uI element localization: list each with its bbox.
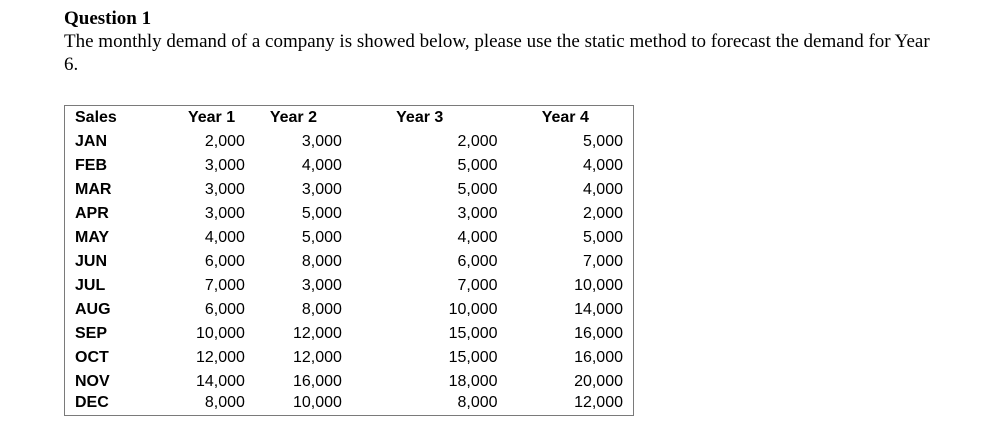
year-2-value-cell: 5,000: [301, 229, 342, 246]
header-year-2: Year 2: [269, 109, 317, 126]
year-4-value-cell: 12,000: [574, 394, 623, 411]
table-row: [65, 322, 633, 346]
year-3-value-cell: 5,000: [457, 157, 498, 174]
header-year-1: Year 1: [187, 109, 236, 126]
table-row: [65, 274, 633, 298]
table-row: [65, 130, 633, 154]
table-row: [65, 346, 633, 370]
year-1-value-cell: 6,000: [204, 301, 245, 318]
month-cell: MAR: [75, 181, 112, 198]
year-1-value-cell: 3,000: [204, 181, 245, 198]
month-cell: APR: [75, 205, 109, 222]
month-cell: NOV: [75, 373, 110, 390]
table-row: [65, 178, 633, 202]
month-cell: JUL: [75, 277, 106, 294]
month-cell: SEP: [75, 325, 108, 342]
month-cell: JAN: [75, 133, 108, 150]
month-cell: OCT: [75, 349, 109, 366]
demand-table-grid: [65, 106, 633, 411]
year-2-value-cell: 10,000: [292, 394, 342, 411]
header-year-4: Year 4: [541, 109, 589, 126]
question-title: Question 1: [64, 8, 152, 29]
month-cell: DEC: [75, 394, 109, 411]
table-row: [65, 250, 633, 274]
year-1-value-cell: 3,000: [204, 205, 245, 222]
header-year-3: Year 3: [396, 109, 444, 126]
year-1-value-cell: 14,000: [195, 373, 245, 390]
table-row: [65, 370, 633, 394]
table-row: [65, 394, 633, 411]
question-block: [64, 8, 984, 76]
year-4-value-cell: 14,000: [574, 301, 623, 318]
header-sales: Sales: [75, 109, 117, 126]
year-3-value-cell: 10,000: [448, 301, 498, 318]
year-1-value-cell: 8,000: [204, 394, 245, 411]
year-2-value-cell: 8,000: [301, 301, 342, 318]
table-row: [65, 202, 633, 226]
year-3-value-cell: 3,000: [457, 205, 498, 222]
year-4-value-cell: 5,000: [582, 229, 623, 246]
table-row: [65, 226, 633, 250]
year-4-value-cell: 4,000: [582, 181, 623, 198]
year-4-value-cell: 16,000: [574, 349, 623, 366]
month-cell: MAY: [75, 229, 110, 246]
year-1-value-cell: 2,000: [204, 133, 245, 150]
year-1-value-cell: 4,000: [204, 229, 245, 246]
year-3-value-cell: 4,000: [457, 229, 498, 246]
table-row: [65, 298, 633, 322]
year-2-value-cell: 12,000: [292, 349, 342, 366]
year-3-value-cell: 5,000: [457, 181, 498, 198]
table-row: [65, 154, 633, 178]
year-1-value-cell: 3,000: [204, 157, 245, 174]
year-1-value-cell: 12,000: [195, 349, 245, 366]
month-cell: JUN: [75, 253, 108, 270]
year-2-value-cell: 3,000: [301, 277, 342, 294]
year-3-value-cell: 7,000: [457, 277, 498, 294]
year-4-value-cell: 7,000: [582, 253, 623, 270]
year-3-value-cell: 8,000: [457, 394, 498, 411]
year-4-value-cell: 5,000: [582, 133, 623, 150]
year-4-value-cell: 10,000: [574, 277, 623, 294]
year-4-value-cell: 16,000: [574, 325, 623, 342]
year-2-value-cell: 5,000: [301, 205, 342, 222]
month-cell: FEB: [75, 157, 107, 174]
year-4-value-cell: 4,000: [582, 157, 623, 174]
year-2-value-cell: 3,000: [301, 133, 342, 150]
year-3-value-cell: 15,000: [448, 349, 498, 366]
year-2-value-cell: 4,000: [301, 157, 342, 174]
table-body: [65, 130, 633, 411]
year-1-value-cell: 10,000: [195, 325, 245, 342]
year-3-value-cell: 18,000: [448, 373, 498, 390]
year-1-value-cell: 7,000: [204, 277, 245, 294]
question-text: The monthly demand of a company is showed below, please use the static method to forecast the demand for Year 6.: [64, 31, 930, 75]
year-4-value-cell: 20,000: [574, 373, 623, 390]
year-3-value-cell: 6,000: [457, 253, 498, 270]
year-2-value-cell: 3,000: [301, 181, 342, 198]
year-1-value-cell: 6,000: [204, 253, 245, 270]
month-cell: AUG: [75, 301, 111, 318]
table-header-row: [65, 106, 633, 130]
demand-table: [64, 105, 634, 416]
year-2-value-cell: 8,000: [301, 253, 342, 270]
year-3-value-cell: 15,000: [448, 325, 498, 342]
year-3-value-cell: 2,000: [457, 133, 498, 150]
year-2-value-cell: 12,000: [292, 325, 342, 342]
year-4-value-cell: 2,000: [582, 205, 623, 222]
year-2-value-cell: 16,000: [292, 373, 342, 390]
